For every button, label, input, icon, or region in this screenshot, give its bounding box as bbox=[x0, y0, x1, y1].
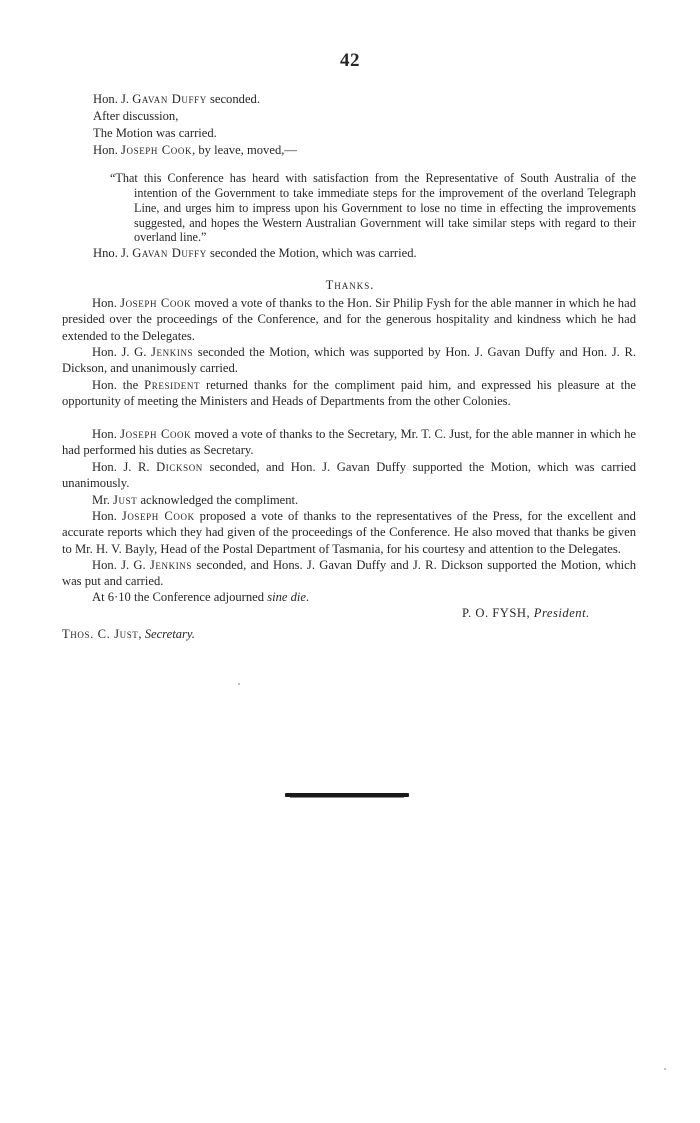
text-segment: After discussion, bbox=[93, 109, 179, 123]
speaker-name: Jenkins bbox=[151, 345, 194, 359]
opening-line bbox=[93, 142, 613, 158]
text-segment: returned thanks for the compliment paid him, and expressed his pleasure at the opportunity of meeting the Ministers and Heads of Departments from the other Colonies. bbox=[62, 378, 636, 409]
text-segment: Hon. bbox=[92, 427, 121, 441]
text-segment: moved a vote of thanks to the Hon. Sir Philip Fysh for the able manner in which he had presided over the proceedings of the Conference, and for the generous hospitality and kindness which he had extended to the Delegates. bbox=[62, 296, 636, 343]
body-paragraph bbox=[62, 426, 636, 459]
opening-line bbox=[93, 108, 613, 124]
text-segment: acknowledged the compliment. bbox=[137, 493, 299, 507]
body-paragraph bbox=[62, 459, 636, 492]
paper-speck bbox=[664, 1068, 666, 1070]
text-segment: Hon. bbox=[92, 509, 122, 523]
signatory-name: Thos. C. Just bbox=[62, 627, 139, 641]
speaker-name: Just bbox=[113, 493, 138, 507]
section-heading-thanks: Thanks. bbox=[325, 278, 375, 292]
latin-phrase: sine die bbox=[267, 590, 307, 604]
text-segment: Hon. J. R. bbox=[92, 460, 157, 474]
body-paragraph bbox=[62, 344, 636, 377]
text-segment: moved a vote of thanks to the Secretary, Mr. T. C. Just, for the able manner in which he had performed his duties as Secretary. bbox=[62, 427, 636, 458]
speaker-name: Joseph Cook bbox=[120, 427, 192, 441]
text-segment: Hon. J. G. bbox=[92, 558, 150, 572]
text-segment: . bbox=[306, 590, 310, 604]
body-paragraph bbox=[62, 557, 636, 590]
motion-quote: “That this Conference has heard with satisfaction from the Representative of South Australia of the intention of the Government to take immediate steps for the improvement of the overland Telegraph Line, and urges him to impress upon his Government to lose no time in effecting the improvements suggested, and hopes the Western Australian Government will take similar steps with regard to their overland line.” bbox=[110, 171, 636, 245]
text-segment: Hon. J. bbox=[93, 92, 133, 106]
signatory-title: President. bbox=[533, 606, 590, 620]
speaker-name: Gavan Duffy bbox=[132, 92, 207, 106]
signatory-name: P. O. FYSH, bbox=[462, 606, 534, 620]
text-segment: seconded. bbox=[206, 92, 260, 106]
text-segment: seconded, and Hon. J. Gavan Duffy supported the Motion, which was carried unanimously. bbox=[62, 460, 636, 491]
opening-line bbox=[93, 125, 613, 141]
page-number: 42 bbox=[340, 50, 360, 71]
text-segment: The Motion was carried. bbox=[93, 126, 217, 140]
text-segment: Hno. J. bbox=[93, 246, 133, 260]
text-segment: Hon. bbox=[93, 143, 121, 157]
opening-line bbox=[93, 91, 613, 107]
secretary-signature: Thos. C. Just, Secretary. bbox=[62, 627, 195, 641]
speaker-name: Dickson bbox=[156, 460, 203, 474]
body-paragraph bbox=[62, 377, 636, 410]
text-segment: seconded the Motion, which was carried. bbox=[206, 246, 417, 260]
text-segment: , by leave, moved,— bbox=[192, 143, 297, 157]
president-signature bbox=[462, 605, 642, 621]
after-quote-line bbox=[93, 245, 613, 261]
text-segment: Hon. J. G. bbox=[92, 345, 152, 359]
paper-speck bbox=[238, 683, 240, 685]
speaker-name: President bbox=[144, 378, 201, 392]
adjournment-line bbox=[62, 589, 636, 605]
text-segment: Mr. bbox=[92, 493, 113, 507]
text-segment: At 6·10 the Conference adjourned bbox=[92, 590, 268, 604]
speaker-name: Joseph Cook bbox=[121, 143, 193, 157]
speaker-name: Gavan Duffy bbox=[132, 246, 207, 260]
speaker-name: Joseph Cook bbox=[120, 296, 192, 310]
body-paragraph bbox=[62, 508, 636, 557]
signatory-title: Secretary. bbox=[144, 627, 195, 641]
text-segment: Hon. the bbox=[92, 378, 145, 392]
speaker-name: Jenkins bbox=[149, 558, 192, 572]
text-segment: seconded, and Hons. J. Gavan Duffy and J. R. Dickson supported the Motion, which was put and carried. bbox=[62, 558, 637, 589]
body-paragraph bbox=[62, 295, 636, 344]
speaker-name: Joseph Cook bbox=[121, 509, 195, 523]
text-segment: proposed a vote of thanks to the representatives of the Press, for the excellent and accurate reports which they had given of the proceedings of the Conference. He also moved that thanks be given to Mr. H. V. Bayly, Head of the Postal Department of Tasmania, for his courtesy and attention to the Delegates. bbox=[62, 509, 636, 556]
text-segment: Hon. bbox=[92, 296, 121, 310]
body-paragraph bbox=[62, 492, 636, 508]
closing-rule-underline bbox=[290, 797, 404, 798]
text-segment: seconded the Motion, which was supported by Hon. J. Gavan Duffy and Hon. J. R. Dickson, and unanimously carried. bbox=[62, 345, 636, 376]
